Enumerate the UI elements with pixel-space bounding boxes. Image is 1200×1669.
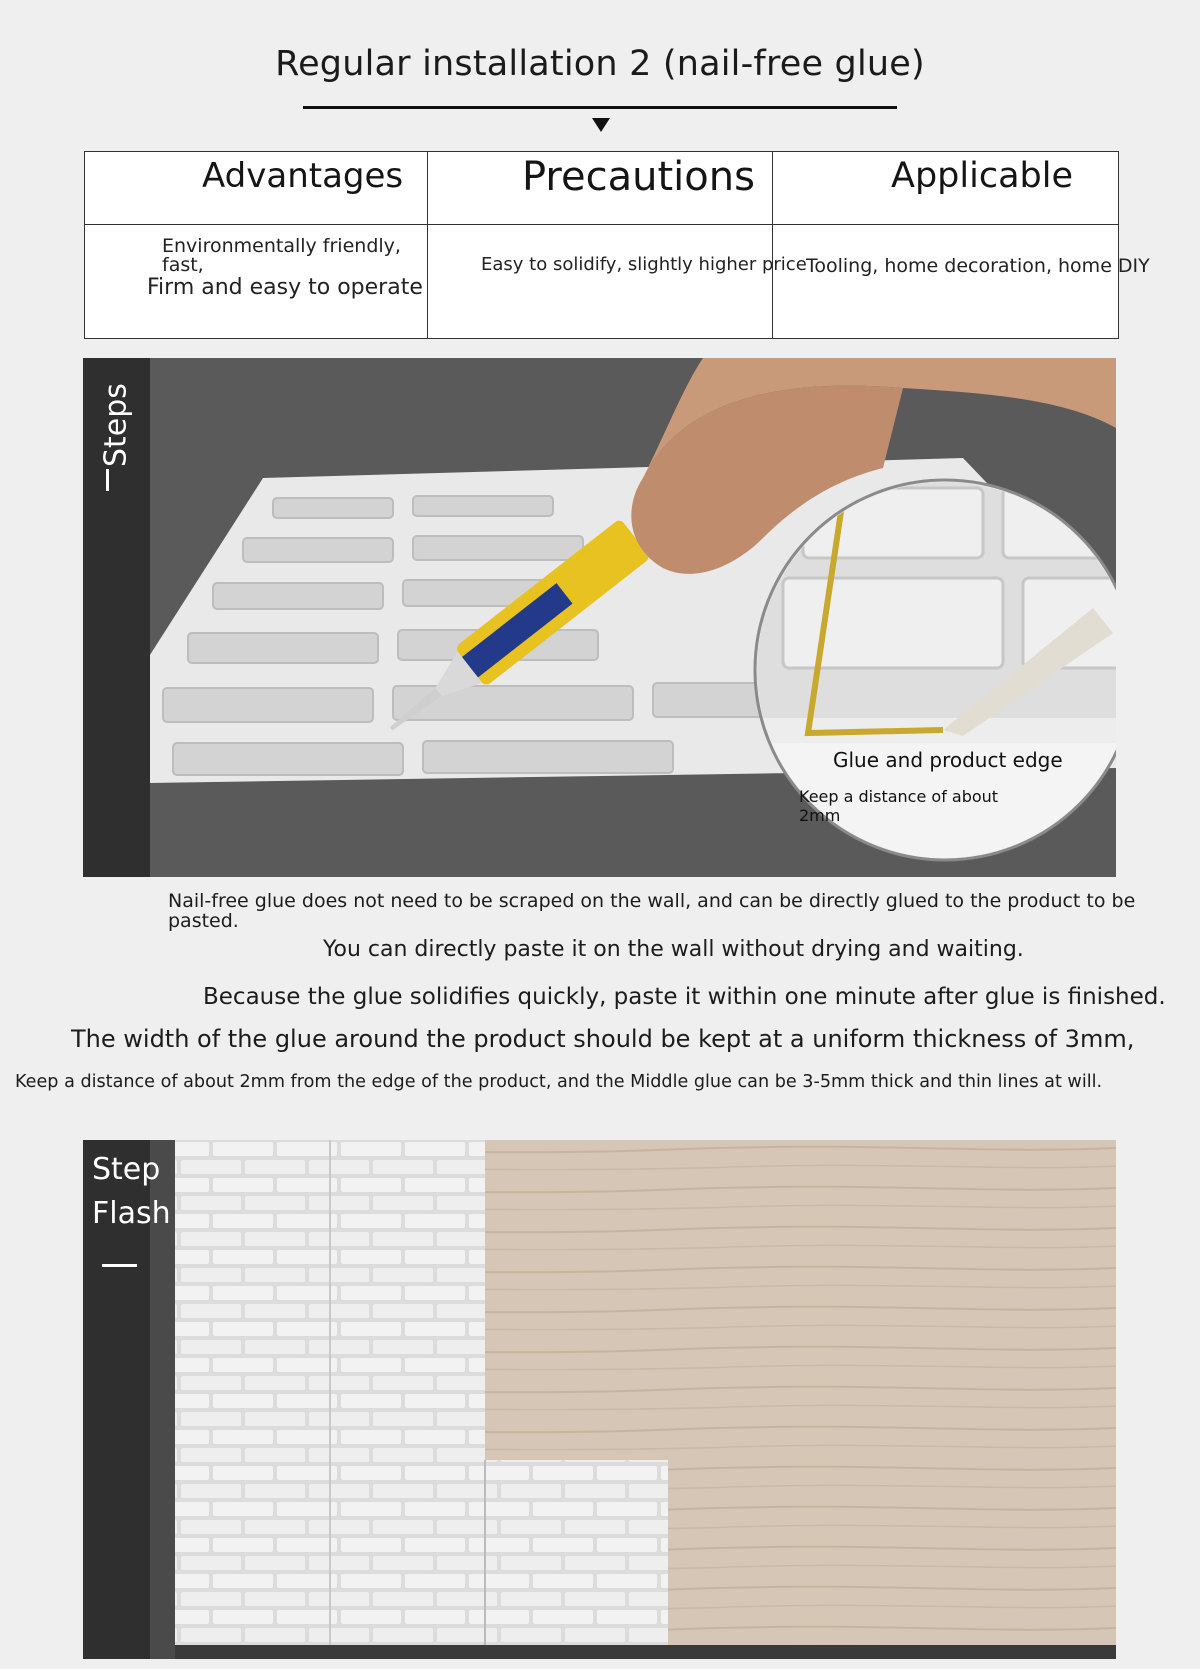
step-flash-photo-panel: [83, 1140, 1116, 1659]
instruction-line-1b: pasted.: [168, 910, 239, 932]
instruction-line-4: The width of the glue around the product should be kept at a uniform thickness of 3mm,: [71, 1025, 1135, 1053]
step-flash-label-line-2: Flash: [92, 1196, 171, 1231]
applicable-text: Tooling, home decoration, home DIY: [806, 255, 1150, 277]
brick-panel-installation-illustration: [83, 1140, 1116, 1659]
zoom-note-line-2: 2mm: [799, 806, 841, 825]
instruction-line-2: You can directly paste it on the wall without drying and waiting.: [323, 937, 1024, 962]
applicable-header: Applicable: [891, 156, 1073, 196]
zoom-note-line-1: Keep a distance of about: [799, 787, 999, 806]
step-flash-divider: [102, 1264, 137, 1267]
title-underline: [303, 106, 897, 109]
step-flash-label-line-1: Step: [92, 1152, 161, 1187]
down-arrow-icon: [592, 118, 610, 132]
instruction-line-1a: Nail-free glue does not need to be scraped on the wall, and can be directly glued to the product to be: [168, 890, 1136, 912]
steps-label: Steps: [98, 383, 134, 467]
page-title: Regular installation 2 (nail-free glue): [275, 44, 925, 84]
steps-photo-panel: [83, 358, 1116, 877]
zoom-caption: Glue and product edge: [833, 748, 1063, 772]
instruction-line-3: Because the glue solidifies quickly, paste it within one minute after glue is finished.: [203, 984, 1166, 1010]
info-table: [84, 151, 1150, 339]
advantages-line-2: fast,: [162, 254, 204, 276]
precautions-cell: [428, 225, 807, 339]
precautions-header: Precautions: [522, 154, 755, 200]
header-cell-advantages: [85, 152, 428, 225]
step-flash-label: [92, 1148, 171, 1236]
header-cell-applicable: [773, 152, 1119, 225]
header-cell-precautions: [428, 152, 773, 225]
advantages-cell: [85, 225, 428, 339]
precautions-text: Easy to solidify, slightly higher price: [481, 254, 807, 275]
instruction-line-5: Keep a distance of about 2mm from the edge of the product, and the Middle glue can be 3-5mm thick and thin lines at will.: [15, 1072, 1103, 1092]
steps-label-divider: [106, 469, 109, 491]
applicable-cell: [773, 225, 1150, 339]
advantages-line-3: Firm and easy to operate: [147, 275, 423, 300]
advantages-header: Advantages: [202, 156, 404, 196]
advantages-line-1: Environmentally friendly,: [162, 235, 401, 257]
